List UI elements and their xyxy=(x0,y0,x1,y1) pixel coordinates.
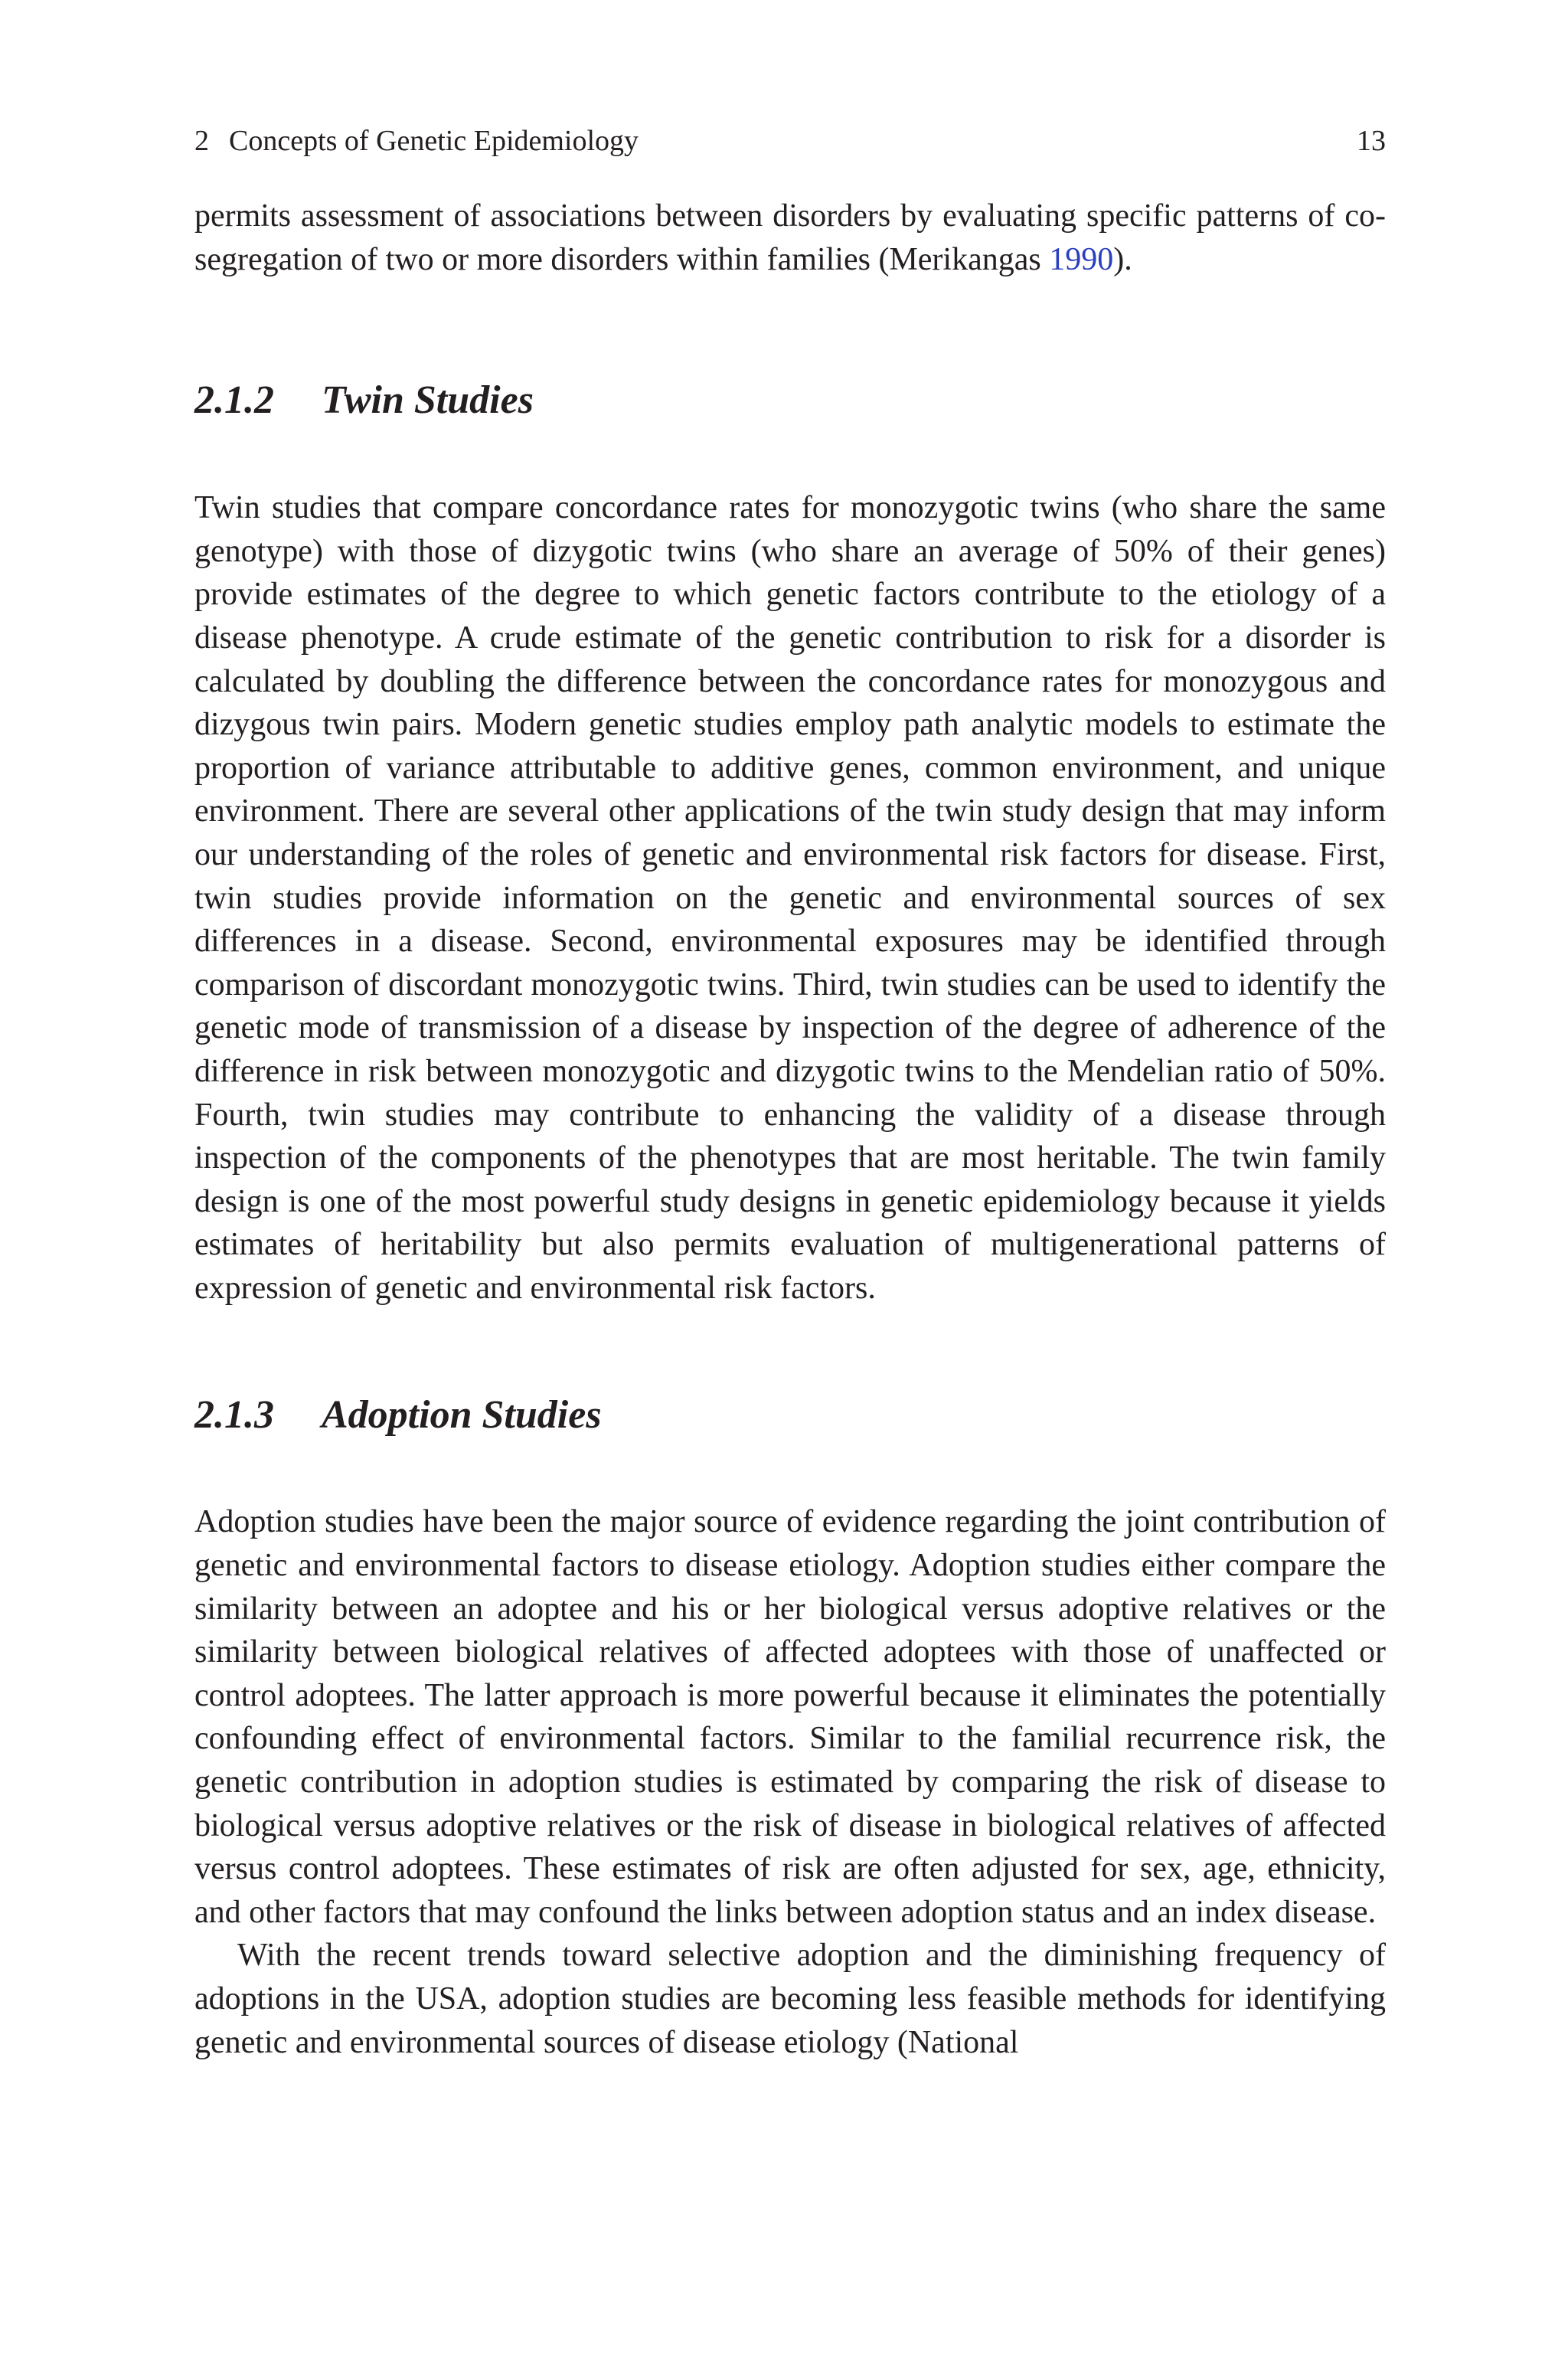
chapter-title: Concepts of Genetic Epidemiology xyxy=(229,125,639,157)
section-heading-adoption-studies xyxy=(194,1391,1386,1440)
section-heading-twin-studies xyxy=(194,376,1386,425)
section-title: Twin Studies xyxy=(322,378,534,423)
chapter-number: 2 xyxy=(194,125,209,157)
running-head-left xyxy=(194,123,639,159)
citation-link-1990[interactable]: 1990 xyxy=(1049,241,1114,277)
running-head xyxy=(194,123,1386,159)
intro-paragraph xyxy=(194,195,1386,281)
intro-text-end: ). xyxy=(1113,241,1132,277)
section-number: 2.1.3 xyxy=(194,1393,274,1438)
book-page xyxy=(194,123,1386,2064)
intro-text: permits assessment of associations between disorders by evaluating specific patterns of co-segregation of two or more disorders within families (Merikangas xyxy=(194,198,1386,277)
section-title: Adoption Studies xyxy=(322,1393,602,1438)
adoption-studies-paragraph-1: Adoption studies have been the major source of evidence regarding the joint contribution of genetic and environmental factors to disease etiology. Adoption studies either compare the similarity between an adoptee and his or her biological versus adoptive relatives or the similarity between biological relatives of affected adoptees with those of unaffected or control adoptees. The latter approach is more powerful because it eliminates the potentially confounding effect of environmental factors. Similar to the familial recurrence risk, the genetic contribution in adoption studies is estimated by comparing the risk of disease to biological versus adoptive relatives or the risk of disease in biological relatives of affected versus control adoptees. These estimates of risk are often adjusted for sex, age, ethnicity, and other factors that may confound the links between adoption status and an index disease. xyxy=(194,1504,1386,1930)
adoption-studies-paragraph-2: With the recent trends toward selective adoption and the diminishing frequency of adoptions in the USA, adoption studies are becoming less feasible methods for identifying genetic and environmental sources of disease etiology (National xyxy=(194,1938,1386,2060)
page-number: 13 xyxy=(1357,125,1386,157)
section-number: 2.1.2 xyxy=(194,378,274,423)
twin-studies-paragraph: Twin studies that compare concordance rates for monozygotic twins (who share the same genotype) with those of dizygotic twins (who share an average of 50% of their genes) provide estimates of the degree to which genetic factors contribute to the etiology of a disease phenotype. A crude estimate of the genetic contribution to risk for a disorder is calculated by doubling the difference between the concordance rates for monozygous and dizygous twin pairs. Modern genetic studies employ path analytic models to estimate the proportion of variance attributable to additive genes, common environment, and unique environment. There are several other applications of the twin study design that may inform our understanding of the roles of genetic and environmental risk factors for disease. First, twin studies provide information on the genetic and environmental sources of sex differences in a disease. Second, environmental exposures may be identified through comparison of discordant monozygotic twins. Third, twin studies can be used to identify the genetic mode of transmission of a disease by inspection of the degree of adherence of the difference in risk between monozygotic and dizygotic twins to the Mendelian ratio of 50%. Fourth, twin studies may contribute to enhancing the validity of a disease through inspection of the components of the phenotypes that are most heritable. The twin family design is one of the most powerful study designs in genetic epidemiology because it yields estimates of heritability but also permits evaluation of multigenerational patterns of expression of genetic and environmental risk factors. xyxy=(194,490,1386,1306)
